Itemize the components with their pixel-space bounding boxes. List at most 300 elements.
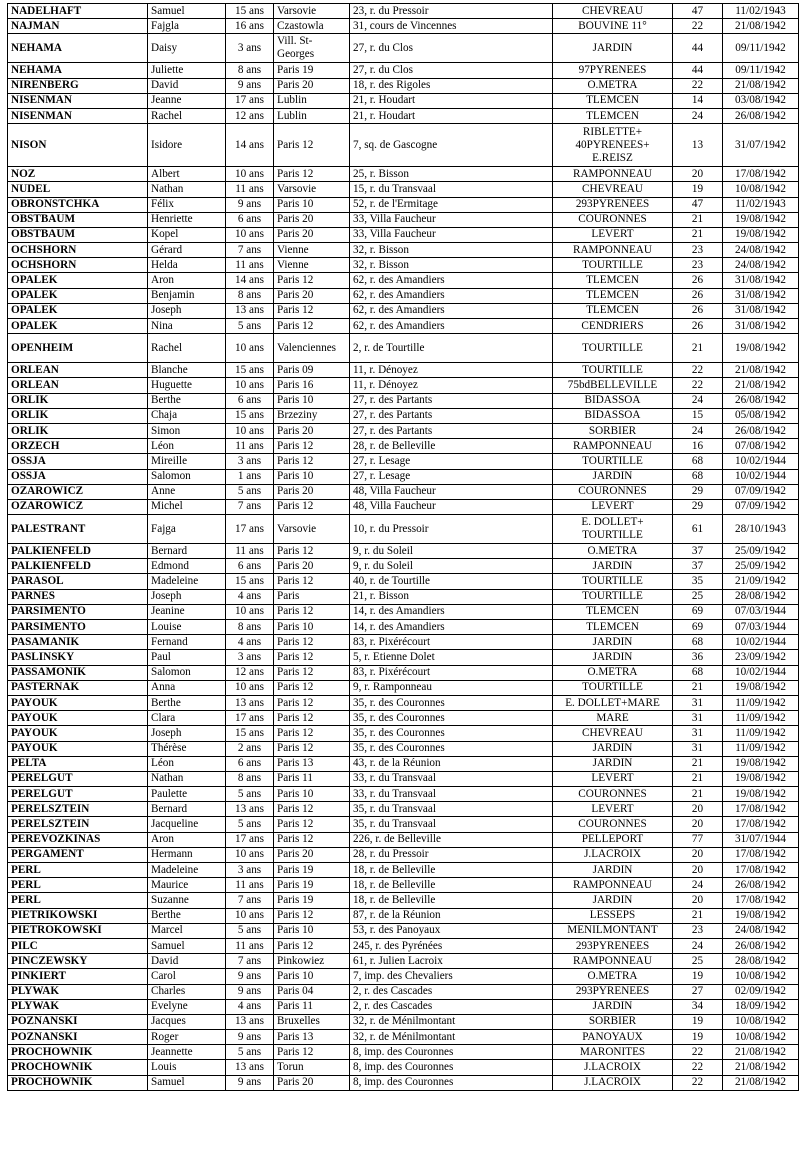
birthplace-cell: Paris 19: [274, 863, 350, 878]
age-cell: 8 ans: [226, 63, 274, 78]
age-cell: 13 ans: [226, 695, 274, 710]
school-cell: CHEVREAU: [553, 182, 673, 197]
date-cell: 07/08/1942: [723, 439, 799, 454]
table-row: [8, 1045, 799, 1060]
table-row: [8, 212, 799, 227]
table-row: [8, 423, 799, 438]
table-row: [8, 574, 799, 589]
birthplace-cell: Paris 12: [274, 832, 350, 847]
age-cell: 3 ans: [226, 34, 274, 63]
date-cell: 17/08/1942: [723, 817, 799, 832]
school-cell: TLEMCEN: [553, 288, 673, 303]
school-cell: LEVERT: [553, 771, 673, 786]
table-row: [8, 650, 799, 665]
birthplace-cell: Paris 10: [274, 969, 350, 984]
firstname-cell: Edmond: [148, 559, 226, 574]
convoy-number-cell: 22: [673, 78, 723, 93]
birthplace-cell: Paris 12: [274, 665, 350, 680]
surname-cell: PASLINSKY: [8, 650, 148, 665]
firstname-cell: Anne: [148, 484, 226, 499]
surname-cell: PERELGUT: [8, 787, 148, 802]
birthplace-cell: Bruxelles: [274, 1014, 350, 1029]
date-cell: 17/08/1942: [723, 167, 799, 182]
school-cell: 293PYRENEES: [553, 984, 673, 999]
school-cell: RAMPONNEAU: [553, 167, 673, 182]
surname-cell: PERL: [8, 893, 148, 908]
table-row: [8, 635, 799, 650]
firstname-cell: Aron: [148, 832, 226, 847]
firstname-cell: Fernand: [148, 635, 226, 650]
age-cell: 10 ans: [226, 908, 274, 923]
school-cell: MENILMONTANT: [553, 923, 673, 938]
birthplace-cell: Paris 12: [274, 635, 350, 650]
age-cell: 9 ans: [226, 1030, 274, 1045]
date-cell: 07/03/1944: [723, 620, 799, 635]
address-cell: 8, imp. des Couronnes: [350, 1045, 553, 1060]
age-cell: 6 ans: [226, 756, 274, 771]
convoy-number-cell: 26: [673, 273, 723, 288]
date-cell: 09/11/1942: [723, 34, 799, 63]
age-cell: 15 ans: [226, 574, 274, 589]
address-cell: 62, r. des Amandiers: [350, 288, 553, 303]
firstname-cell: Isidore: [148, 124, 226, 167]
school-cell: E. DOLLET+MARE: [553, 695, 673, 710]
birthplace-cell: Paris 20: [274, 847, 350, 862]
table-row: [8, 954, 799, 969]
birthplace-cell: Paris 12: [274, 574, 350, 589]
date-cell: 31/08/1942: [723, 319, 799, 334]
school-cell: CHEVREAU: [553, 726, 673, 741]
table-row: [8, 969, 799, 984]
address-cell: 35, r. du Transvaal: [350, 817, 553, 832]
school-cell: MARE: [553, 711, 673, 726]
school-cell: RIBLETTE+ 40PYRENEES+ E.REISZ: [553, 124, 673, 167]
age-cell: 11 ans: [226, 182, 274, 197]
address-cell: 83, r. Pixérécourt: [350, 635, 553, 650]
school-cell: TOURTILLE: [553, 363, 673, 378]
date-cell: 11/02/1943: [723, 4, 799, 19]
surname-cell: PARSIMENTO: [8, 620, 148, 635]
surname-cell: PERELSZTEIN: [8, 817, 148, 832]
age-cell: 7 ans: [226, 499, 274, 514]
table-row: [8, 108, 799, 123]
age-cell: 10 ans: [226, 423, 274, 438]
convoy-number-cell: 35: [673, 574, 723, 589]
address-cell: 48, Villa Faucheur: [350, 499, 553, 514]
school-cell: RAMPONNEAU: [553, 878, 673, 893]
address-cell: 11, r. Dénoyez: [350, 363, 553, 378]
date-cell: 11/09/1942: [723, 726, 799, 741]
surname-cell: PROCHOWNIK: [8, 1045, 148, 1060]
address-cell: 21, r. Houdart: [350, 93, 553, 108]
surname-cell: PROCHOWNIK: [8, 1060, 148, 1075]
convoy-number-cell: 19: [673, 969, 723, 984]
table-row: [8, 832, 799, 847]
convoy-number-cell: 19: [673, 1030, 723, 1045]
date-cell: 18/09/1942: [723, 999, 799, 1014]
surname-cell: POZNANSKI: [8, 1014, 148, 1029]
surname-cell: PAYOUK: [8, 726, 148, 741]
table-row: [8, 227, 799, 242]
address-cell: 32, r. de Ménilmontant: [350, 1014, 553, 1029]
surname-cell: OZAROWICZ: [8, 484, 148, 499]
firstname-cell: Simon: [148, 423, 226, 438]
age-cell: 5 ans: [226, 484, 274, 499]
date-cell: 19/08/1942: [723, 771, 799, 786]
school-cell: TOURTILLE: [553, 680, 673, 695]
table-row: [8, 273, 799, 288]
convoy-number-cell: 47: [673, 197, 723, 212]
firstname-cell: David: [148, 78, 226, 93]
surname-cell: NISENMAN: [8, 93, 148, 108]
age-cell: 14 ans: [226, 124, 274, 167]
school-cell: JARDIN: [553, 34, 673, 63]
birthplace-cell: Paris 10: [274, 197, 350, 212]
age-cell: 17 ans: [226, 93, 274, 108]
table-row: [8, 544, 799, 559]
convoy-number-cell: 68: [673, 454, 723, 469]
birthplace-cell: Vill. St-Georges: [274, 34, 350, 63]
convoy-number-cell: 20: [673, 863, 723, 878]
table-row: [8, 741, 799, 756]
surname-cell: ORLIK: [8, 423, 148, 438]
address-cell: 35, r. des Couronnes: [350, 695, 553, 710]
address-cell: 52, r. de l'Ermitage: [350, 197, 553, 212]
date-cell: 09/11/1942: [723, 63, 799, 78]
birthplace-cell: Paris 20: [274, 423, 350, 438]
surname-cell: ORLEAN: [8, 378, 148, 393]
surname-cell: POZNANSKI: [8, 1030, 148, 1045]
age-cell: 17 ans: [226, 515, 274, 544]
convoy-number-cell: 36: [673, 650, 723, 665]
address-cell: 87, r. de la Réunion: [350, 908, 553, 923]
firstname-cell: Berthe: [148, 908, 226, 923]
birthplace-cell: Paris 13: [274, 1030, 350, 1045]
firstname-cell: Jeanne: [148, 93, 226, 108]
table-row: [8, 363, 799, 378]
age-cell: 10 ans: [226, 167, 274, 182]
date-cell: 31/07/1944: [723, 832, 799, 847]
firstname-cell: Maurice: [148, 878, 226, 893]
birthplace-cell: Pinkowiez: [274, 954, 350, 969]
surname-cell: OPALEK: [8, 303, 148, 318]
date-cell: 19/08/1942: [723, 756, 799, 771]
age-cell: 13 ans: [226, 1060, 274, 1075]
date-cell: 17/08/1942: [723, 893, 799, 908]
convoy-number-cell: 19: [673, 1014, 723, 1029]
convoy-number-cell: 21: [673, 771, 723, 786]
birthplace-cell: Paris 16: [274, 378, 350, 393]
date-cell: 10/02/1944: [723, 665, 799, 680]
convoy-number-cell: 19: [673, 182, 723, 197]
birthplace-cell: Paris 12: [274, 604, 350, 619]
table-row: [8, 847, 799, 862]
school-cell: TLEMCEN: [553, 604, 673, 619]
convoy-number-cell: 26: [673, 288, 723, 303]
convoy-number-cell: 31: [673, 741, 723, 756]
age-cell: 17 ans: [226, 711, 274, 726]
firstname-cell: Chaja: [148, 408, 226, 423]
firstname-cell: Bernard: [148, 802, 226, 817]
date-cell: 24/08/1942: [723, 258, 799, 273]
table-row: [8, 63, 799, 78]
date-cell: 10/02/1944: [723, 635, 799, 650]
address-cell: 18, r. de Belleville: [350, 878, 553, 893]
convoy-number-cell: 37: [673, 559, 723, 574]
firstname-cell: David: [148, 954, 226, 969]
surname-cell: PARSIMENTO: [8, 604, 148, 619]
convoy-number-cell: 68: [673, 469, 723, 484]
date-cell: 17/08/1942: [723, 802, 799, 817]
age-cell: 10 ans: [226, 227, 274, 242]
school-cell: TOURTILLE: [553, 574, 673, 589]
school-cell: RAMPONNEAU: [553, 243, 673, 258]
surname-cell: PERL: [8, 863, 148, 878]
school-cell: J.LACROIX: [553, 1060, 673, 1075]
table-row: [8, 817, 799, 832]
convoy-number-cell: 23: [673, 258, 723, 273]
age-cell: 15 ans: [226, 408, 274, 423]
surname-cell: ORZECH: [8, 439, 148, 454]
table-row: [8, 787, 799, 802]
school-cell: CHEVREAU: [553, 4, 673, 19]
birthplace-cell: Paris 10: [274, 393, 350, 408]
address-cell: 23, r. du Pressoir: [350, 4, 553, 19]
address-cell: 35, r. des Couronnes: [350, 726, 553, 741]
firstname-cell: Anna: [148, 680, 226, 695]
birthplace-cell: Paris 11: [274, 999, 350, 1014]
age-cell: 6 ans: [226, 212, 274, 227]
age-cell: 15 ans: [226, 4, 274, 19]
convoy-number-cell: 26: [673, 319, 723, 334]
address-cell: 10, r. du Pressoir: [350, 515, 553, 544]
surname-cell: NIRENBERG: [8, 78, 148, 93]
birthplace-cell: Vienne: [274, 258, 350, 273]
table-row: [8, 1030, 799, 1045]
convoy-number-cell: 44: [673, 34, 723, 63]
age-cell: 9 ans: [226, 984, 274, 999]
address-cell: 33, Villa Faucheur: [350, 212, 553, 227]
convoy-number-cell: 22: [673, 1045, 723, 1060]
birthplace-cell: Paris 19: [274, 893, 350, 908]
surname-cell: PEREVOZKINAS: [8, 832, 148, 847]
firstname-cell: Charles: [148, 984, 226, 999]
table-row: [8, 182, 799, 197]
school-cell: TLEMCEN: [553, 303, 673, 318]
address-cell: 27, r. Lesage: [350, 469, 553, 484]
table-row: [8, 408, 799, 423]
convoy-number-cell: 44: [673, 63, 723, 78]
age-cell: 8 ans: [226, 771, 274, 786]
address-cell: 62, r. des Amandiers: [350, 319, 553, 334]
birthplace-cell: Lublin: [274, 108, 350, 123]
school-cell: JARDIN: [553, 741, 673, 756]
birthplace-cell: Paris 12: [274, 499, 350, 514]
firstname-cell: Samuel: [148, 1075, 226, 1090]
birthplace-cell: Paris 12: [274, 741, 350, 756]
address-cell: 28, r. de Belleville: [350, 439, 553, 454]
address-cell: 21, r. Houdart: [350, 108, 553, 123]
age-cell: 10 ans: [226, 680, 274, 695]
date-cell: 24/08/1942: [723, 243, 799, 258]
age-cell: 7 ans: [226, 243, 274, 258]
table-row: [8, 711, 799, 726]
convoy-number-cell: 24: [673, 393, 723, 408]
birthplace-cell: Paris 12: [274, 319, 350, 334]
school-cell: RAMPONNEAU: [553, 954, 673, 969]
surname-cell: PLYWAK: [8, 999, 148, 1014]
convoy-number-cell: 20: [673, 802, 723, 817]
school-cell: O.METRA: [553, 78, 673, 93]
address-cell: 8, imp. des Couronnes: [350, 1060, 553, 1075]
birthplace-cell: Paris 13: [274, 756, 350, 771]
table-row: [8, 378, 799, 393]
address-cell: 40, r. de Tourtille: [350, 574, 553, 589]
birthplace-cell: Paris 12: [274, 908, 350, 923]
address-cell: 27, r. du Clos: [350, 63, 553, 78]
table-row: [8, 559, 799, 574]
address-cell: 61, r. Julien Lacroix: [350, 954, 553, 969]
surname-cell: ORLIK: [8, 408, 148, 423]
table-row: [8, 334, 799, 363]
school-cell: BIDASSOA: [553, 408, 673, 423]
address-cell: 32, r. de Ménilmontant: [350, 1030, 553, 1045]
address-cell: 5, r. Etienne Dolet: [350, 650, 553, 665]
age-cell: 5 ans: [226, 787, 274, 802]
convoy-number-cell: 37: [673, 544, 723, 559]
table-row: [8, 893, 799, 908]
address-cell: 33, r. du Transvaal: [350, 787, 553, 802]
convoy-number-cell: 20: [673, 893, 723, 908]
age-cell: 9 ans: [226, 1075, 274, 1090]
surname-cell: OZAROWICZ: [8, 499, 148, 514]
date-cell: 19/08/1942: [723, 787, 799, 802]
date-cell: 21/08/1942: [723, 1045, 799, 1060]
convoy-number-cell: 20: [673, 167, 723, 182]
convoy-number-cell: 27: [673, 984, 723, 999]
surname-cell: PALESTRANT: [8, 515, 148, 544]
firstname-cell: Albert: [148, 167, 226, 182]
address-cell: 28, r. du Pressoir: [350, 847, 553, 862]
surname-cell: NISENMAN: [8, 108, 148, 123]
address-cell: 27, r. du Clos: [350, 34, 553, 63]
date-cell: 11/09/1942: [723, 741, 799, 756]
address-cell: 32, r. Bisson: [350, 258, 553, 273]
birthplace-cell: Paris 12: [274, 802, 350, 817]
age-cell: 10 ans: [226, 334, 274, 363]
address-cell: 226, r. de Belleville: [350, 832, 553, 847]
table-row: [8, 243, 799, 258]
surname-cell: PELTA: [8, 756, 148, 771]
surname-cell: PASSAMONIK: [8, 665, 148, 680]
convoy-number-cell: 22: [673, 1075, 723, 1090]
firstname-cell: Rachel: [148, 334, 226, 363]
age-cell: 7 ans: [226, 954, 274, 969]
school-cell: RAMPONNEAU: [553, 439, 673, 454]
table-row: [8, 515, 799, 544]
birthplace-cell: Paris 12: [274, 439, 350, 454]
surname-cell: NISON: [8, 124, 148, 167]
birthplace-cell: Varsovie: [274, 182, 350, 197]
table-row: [8, 258, 799, 273]
surname-cell: NAJMAN: [8, 19, 148, 34]
date-cell: 25/09/1942: [723, 559, 799, 574]
address-cell: 18, r. des Rigoles: [350, 78, 553, 93]
birthplace-cell: Paris 20: [274, 288, 350, 303]
surname-cell: OBSTBAUM: [8, 212, 148, 227]
surname-cell: ORLEAN: [8, 363, 148, 378]
date-cell: 31/07/1942: [723, 124, 799, 167]
table-row: [8, 802, 799, 817]
firstname-cell: Berthe: [148, 695, 226, 710]
surname-cell: OBRONSTCHKA: [8, 197, 148, 212]
surname-cell: PARASOL: [8, 574, 148, 589]
surname-cell: PILC: [8, 938, 148, 953]
firstname-cell: Samuel: [148, 938, 226, 953]
date-cell: 21/08/1942: [723, 1060, 799, 1075]
school-cell: TOURTILLE: [553, 454, 673, 469]
school-cell: 75bdBELLEVILLE: [553, 378, 673, 393]
date-cell: 21/09/1942: [723, 574, 799, 589]
convoy-number-cell: 22: [673, 1060, 723, 1075]
school-cell: O.METRA: [553, 544, 673, 559]
school-cell: J.LACROIX: [553, 1075, 673, 1090]
date-cell: 25/09/1942: [723, 544, 799, 559]
firstname-cell: Joseph: [148, 726, 226, 741]
table-row: [8, 469, 799, 484]
age-cell: 15 ans: [226, 726, 274, 741]
date-cell: 21/08/1942: [723, 378, 799, 393]
school-cell: SORBIER: [553, 1014, 673, 1029]
birthplace-cell: Paris 20: [274, 559, 350, 574]
surname-cell: PIETROKOWSKI: [8, 923, 148, 938]
age-cell: 5 ans: [226, 817, 274, 832]
firstname-cell: Mireille: [148, 454, 226, 469]
address-cell: 8, imp. des Couronnes: [350, 1075, 553, 1090]
birthplace-cell: Vienne: [274, 243, 350, 258]
birthplace-cell: Paris 11: [274, 771, 350, 786]
age-cell: 5 ans: [226, 1045, 274, 1060]
age-cell: 6 ans: [226, 559, 274, 574]
firstname-cell: Madeleine: [148, 863, 226, 878]
table-row: [8, 454, 799, 469]
firstname-cell: Aron: [148, 273, 226, 288]
firstname-cell: Suzanne: [148, 893, 226, 908]
firstname-cell: Salomon: [148, 469, 226, 484]
table-row: [8, 1014, 799, 1029]
birthplace-cell: Paris 12: [274, 711, 350, 726]
address-cell: 245, r. des Pyrénées: [350, 938, 553, 953]
deportation-table: [7, 3, 799, 1091]
age-cell: 11 ans: [226, 938, 274, 953]
table-row: [8, 124, 799, 167]
table-row: [8, 923, 799, 938]
convoy-number-cell: 22: [673, 378, 723, 393]
birthplace-cell: Paris 12: [274, 544, 350, 559]
address-cell: 14, r. des Amandiers: [350, 620, 553, 635]
school-cell: COURONNES: [553, 817, 673, 832]
address-cell: 27, r. des Partants: [350, 408, 553, 423]
surname-cell: OCHSHORN: [8, 258, 148, 273]
school-cell: TLEMCEN: [553, 93, 673, 108]
firstname-cell: Fajgla: [148, 19, 226, 34]
school-cell: O.METRA: [553, 969, 673, 984]
birthplace-cell: Paris 12: [274, 303, 350, 318]
surname-cell: NOZ: [8, 167, 148, 182]
birthplace-cell: Paris 12: [274, 167, 350, 182]
table-row: [8, 695, 799, 710]
table-row: [8, 197, 799, 212]
